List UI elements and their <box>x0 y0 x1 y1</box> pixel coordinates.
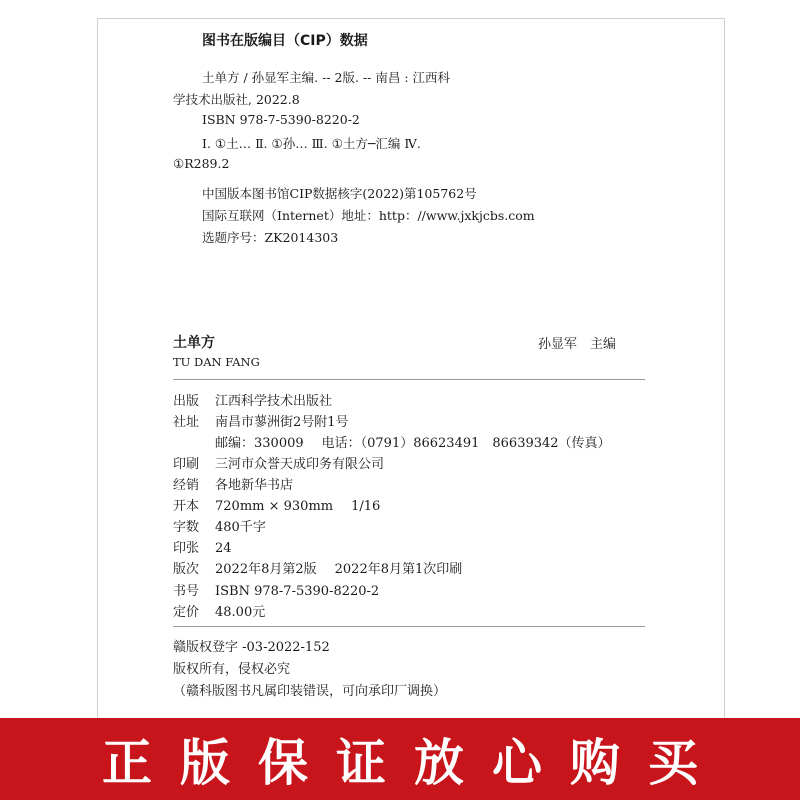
colophon-format <box>173 495 380 514</box>
divider-top <box>173 379 645 380</box>
colophon-value: 48.00元 <box>215 605 266 620</box>
colophon-label: 定价 <box>173 605 200 620</box>
book-title: 土单方 <box>173 335 215 351</box>
promo-banner-text: 正版保证放心购买 <box>102 734 726 792</box>
colophon-label: 经销 <box>173 478 200 493</box>
cip-record-line1: 土单方 / 孙显军主编. -- 2版. -- 南昌 : 江西科 <box>202 70 451 85</box>
colophon-address <box>173 411 349 430</box>
book-pinyin: TU DAN FANG <box>173 355 260 369</box>
cip-topic-number: 选题序号：ZK2014303 <box>202 230 339 245</box>
cip-internet-address: 国际互联网（Internet）地址：http：//www.jxkjcbs.com <box>202 208 535 223</box>
colophon-label: 开本 <box>173 499 200 514</box>
cip-isbn: ISBN 978-7-5390-8220-2 <box>202 112 360 127</box>
colophon-label: 书号 <box>173 584 200 599</box>
colophon-label: 出版 <box>173 394 200 409</box>
cip-subjects-line1: Ⅰ. ①土… Ⅱ. ①孙… Ⅲ. ①土方─汇编 Ⅳ. <box>202 136 421 151</box>
rights-registration: 赣版权登字 -03-2022-152 <box>173 640 330 655</box>
promo-banner <box>0 718 800 800</box>
colophon-distributor <box>173 474 293 493</box>
colophon-label: 社址 <box>173 415 200 430</box>
cip-heading: 图书在版编目（CIP）数据 <box>202 33 368 49</box>
cip-subjects-line2: ①R289.2 <box>173 156 230 171</box>
colophon-phone: 电话：（0791）86623491 86639342（传真） <box>321 436 611 451</box>
cip-library-number: 中国版本图书馆CIP数据核字(2022)第105762号 <box>202 186 477 201</box>
rights-notice: （赣科版图书凡属印装错误，可向承印厂调换） <box>173 684 447 699</box>
colophon-isbn <box>173 580 379 599</box>
colophon-value: 各地新华书店 <box>215 478 294 493</box>
copyright-page <box>97 18 725 728</box>
colophon-contact <box>215 432 611 451</box>
colophon-label: 印张 <box>173 541 200 556</box>
colophon-words <box>173 516 266 535</box>
colophon-sheets <box>173 537 232 556</box>
colophon-label: 印刷 <box>173 457 200 472</box>
rights-reserved: 版权所有，侵权必究 <box>173 662 291 677</box>
colophon-value-2: 2022年8月第1次印刷 <box>334 562 463 577</box>
colophon-value: 江西科学技术出版社 <box>215 394 333 409</box>
colophon-printer <box>173 453 384 472</box>
colophon-edition <box>173 558 462 577</box>
colophon-value: 720mm × 930mm <box>215 499 334 514</box>
book-editor: 孙显军 主编 <box>538 337 617 352</box>
colophon-publisher <box>173 390 332 409</box>
colophon-value: 2022年8月第2版 <box>215 562 317 577</box>
colophon-postcode: 邮编：330009 <box>215 436 304 451</box>
cip-record-line2: 学技术出版社, 2022.8 <box>173 92 300 107</box>
colophon-value: 南昌市蓼洲街2号附1号 <box>215 415 349 430</box>
colophon-label: 字数 <box>173 520 200 535</box>
colophon-label: 版次 <box>173 562 200 577</box>
colophon-value: ISBN 978-7-5390-8220-2 <box>215 584 380 599</box>
colophon-price <box>173 601 265 620</box>
colophon-value: 三河市众誉天成印务有限公司 <box>215 457 385 472</box>
colophon-value: 480千字 <box>215 520 266 535</box>
colophon-value: 24 <box>215 541 232 556</box>
colophon-value-2: 1/16 <box>351 499 381 514</box>
divider-bottom <box>173 626 645 627</box>
